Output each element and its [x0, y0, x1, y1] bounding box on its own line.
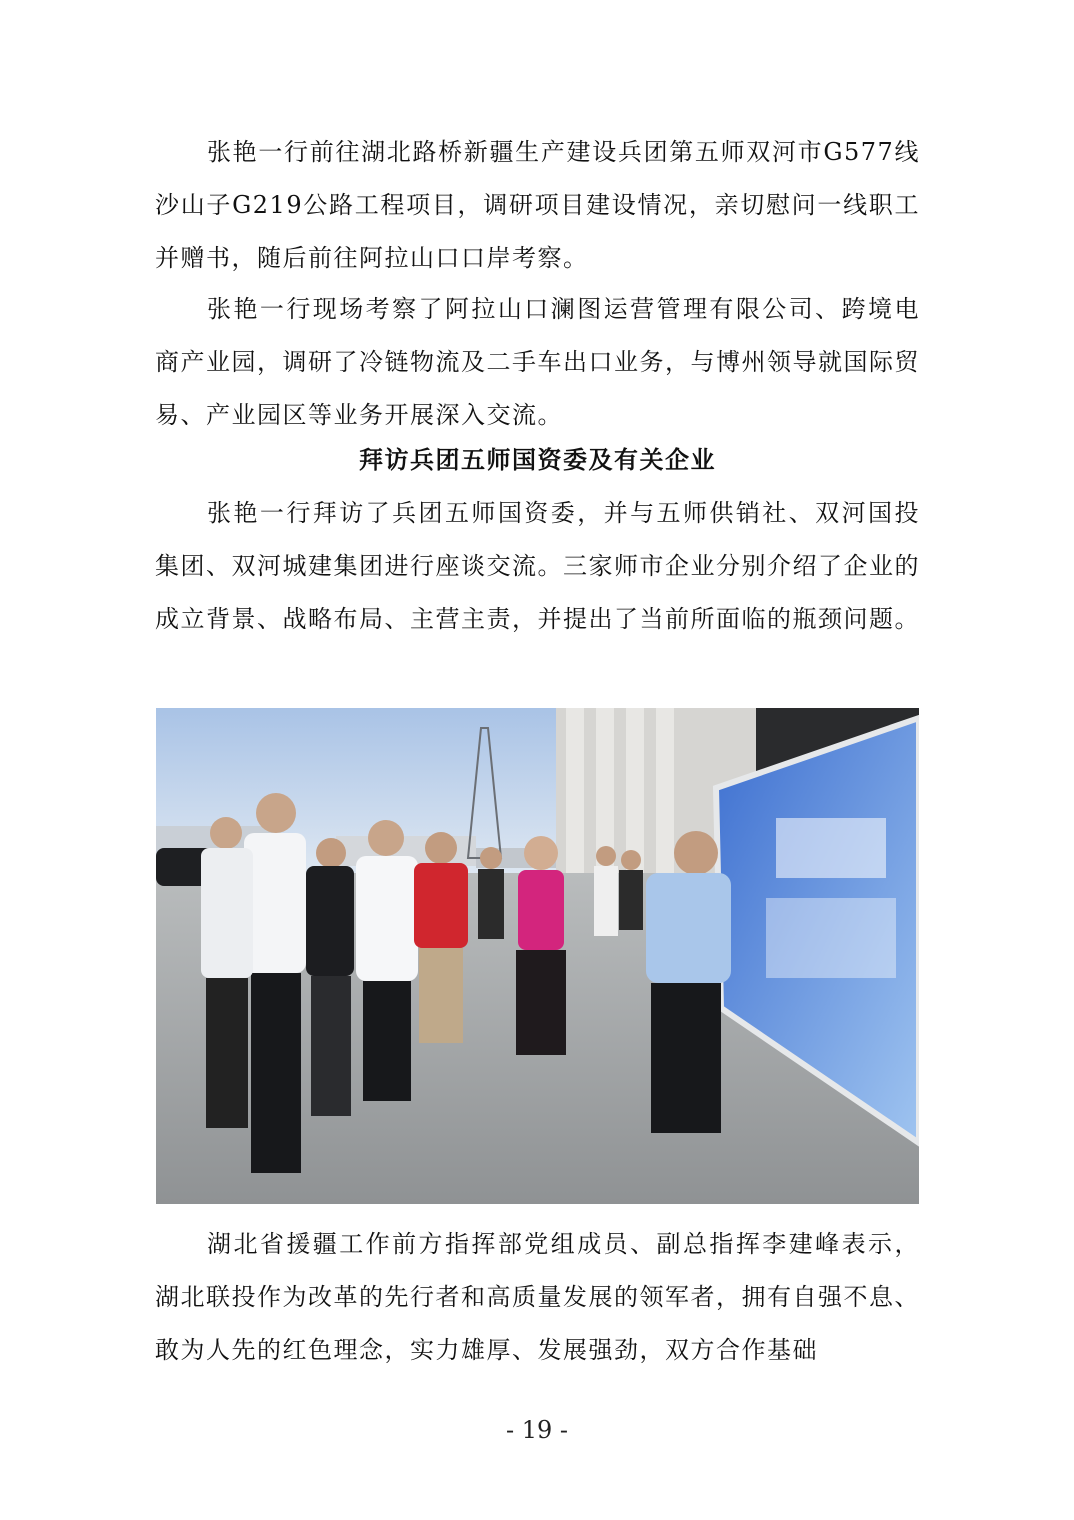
paragraph-4: 湖北省援疆工作前方指挥部党组成员、副总指挥李建峰表示，湖北联投作为改革的先行者和高质量发展的领军者，拥有自强不息、敢为人先的红色理念，实力雄厚、发展强劲，双方合作基础 — [155, 1230, 920, 1364]
section-heading: 拜访兵团五师国资委及有关企业 — [359, 445, 716, 474]
page-number: - 19 - — [505, 1416, 568, 1444]
paragraph-3: 张艳一行拜访了兵团五师国资委，并与五师供销社、双河国投集团、双河城建集团进行座谈交流。三家师市企业分别介绍了企业的成立背景、战略布局、主营主责，并提出了当前所面临的瓶颈问题。 — [155, 499, 920, 633]
paragraph-2: 张艳一行现场考察了阿拉山口澜图运营管理有限公司、跨境电商产业园，调研了冷链物流及二手车出口业务，与博州领导就国际贸易、产业园区等业务开展深入交流。 — [155, 295, 920, 429]
paragraph-1: 张艳一行前往湖北路桥新疆生产建设兵团第五师双河市G577线沙山子G219公路工程项目，调研项目建设情况，亲切慰问一线职工并赠书，随后前往阿拉山口口岸考察。 — [155, 138, 920, 272]
site-visit-photo — [156, 708, 919, 1204]
